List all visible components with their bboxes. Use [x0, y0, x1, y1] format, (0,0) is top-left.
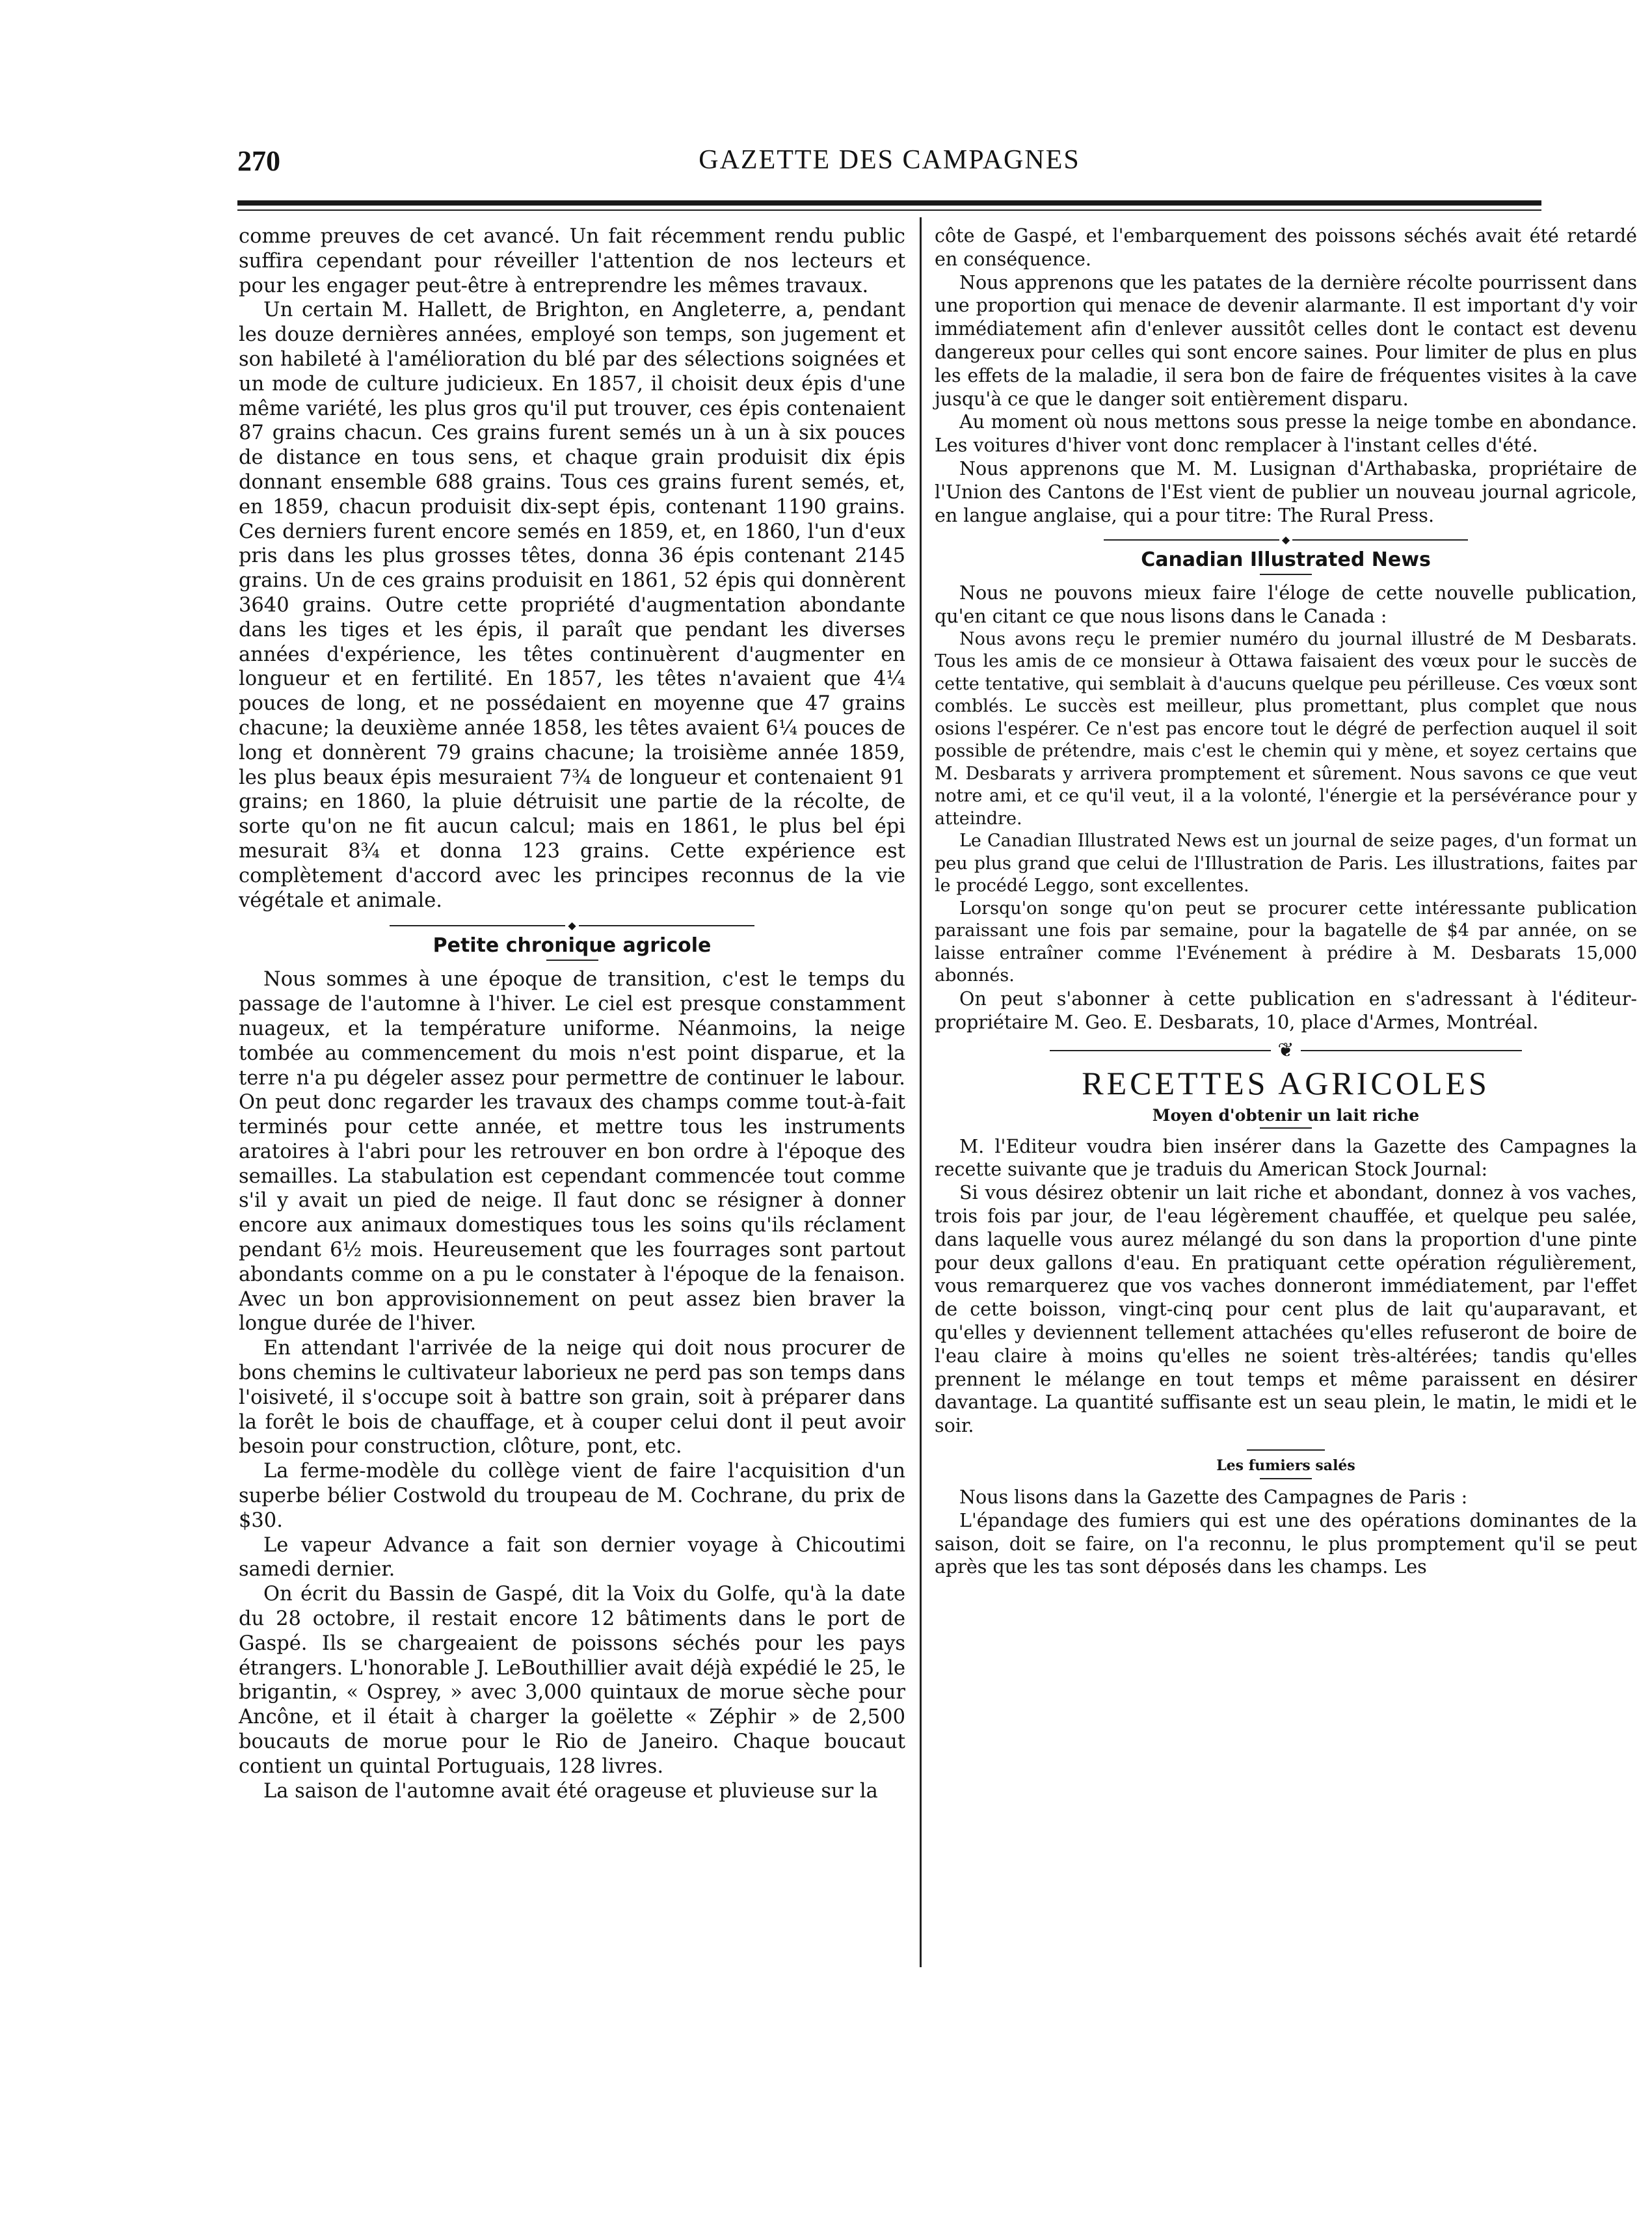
title-underline	[1260, 1478, 1312, 1479]
paragraph: comme preuves de cet avancé. Un fait récemment rendu public suffira cependant pour réveiller l'attention de nos lecteurs et pour les engager peut-être à entreprendre les mêmes travaux.	[239, 225, 905, 297]
paragraph: La saison de l'automne avait été orageuse et pluvieuse sur la	[263, 1779, 878, 1803]
right-column	[935, 224, 1637, 1579]
paragraph: Nous sommes à une époque de transition, c'est le temps du passage de l'automne à l'hiver. Le ciel est presque constamment nuageux, et la température uniforme. Néanmoins, la neige tombée au commencement du mois n'est point disparue, et la terre n'a pu dégeler assez pour permettre de continuer le labour. On peut donc regarder les travaux des champs comme tout-à-fait terminés pour cette année, et mettre tous les instruments aratoires à l'abri pour les retrouver en bon ordre à l'époque des semailles. La stabulation est cependant commencée tout comme s'il y avait un pied de neige. Il faut donc se résigner à donner encore aux animaux domestiques tous les soins qu'ils réclament pendant 6½ mois. Heureusement que les fourrages sont partout abondants comme on a pu le constater à l'époque de la fenaison. Avec un bon approvisionnement on peut assez bien braver la longue durée de l'hiver.	[239, 968, 905, 1336]
section-title-canadian: Canadian Illustrated News	[1141, 548, 1431, 572]
page-header	[237, 144, 1541, 183]
left-column	[239, 224, 905, 1803]
paragraph: Nous avons reçu le premier numéro du journal illustré de M Desbarats. Tous les amis de ce monsieur à Ottawa faisaient des vœux pour le succès de cette tentative, qui semblait à d'aucuns quelque peu périlleuse. Ces vœux sont comblés. Le succès est meilleur, plus promettant, plus complet que nous osions l'espérer. Ce n'est pas encore tout le dégré de perfection auquel il soit possible de prétendre, mais c'est le chemin qui y mène, et soyez certains que M. Desbarats y arrivera promptement et sûrement. Nous savons ce que veut notre ami, et ce qu'il veut, il a la volonté, l'énergie et la persévérance pour y atteindre.	[935, 628, 1637, 829]
paragraph: L'épandage des fumiers qui est une des opérations dominantes de la saison, doit se faire, on l'a reconnu, le plus promptement qu'il se peut après que les tas sont déposés dans les champs. Les	[935, 1509, 1637, 1578]
paragraph: Nous lisons dans la Gazette des Campagnes de Paris :	[959, 1486, 1468, 1508]
title-underline	[546, 960, 598, 961]
article-title-fumiers: Les fumiers salés	[1216, 1457, 1355, 1474]
title-underline	[1260, 1127, 1312, 1129]
paragraph: On écrit du Bassin de Gaspé, dit la Voix du Golfe, qu'à la date du 28 octobre, il restait encore 12 bâtiments dans le port de Gaspé. Ils se chargeaient de poissons séchés pour les pays étrangers. L'honorable J. LeBouthillier avait déjà expédié le 25, le brigantin, « Osprey, » avec 3,000 quintaux de morue sèche pour Ancône, et il était à charger la goëlette « Zéphir » de 2,500 boucauts de morue pour le Rio de Janeiro. Chaque boucaut contient un quintal Portuguais, 128 livres.	[239, 1583, 905, 1778]
section-title-chronique: Petite chronique agricole	[433, 934, 712, 958]
paragraph: Nous apprenons que M. M. Lusignan d'Arthabaska, propriétaire de l'Union des Cantons de l'Est vient de publier un nouveau journal agricole, en langue anglaise, qui a pour titre: The Rural Press.	[935, 457, 1637, 526]
paragraph: Le vapeur Advance a fait son dernier voyage à Chicoutimi samedi dernier.	[239, 1533, 905, 1581]
paragraph: Nous apprenons que les patates de la dernière récolte pourrissent dans une proportion qui menace de devenir alarmante. Il est important d'y voir immédiatement afin d'enlever aussitôt celles dont le contact est devenu dangereux pour celles qui sont encore saines. Pour limiter de plus en plus les effets de la maladie, il sera bon de faire de fréquentes visites à la cave jusqu'à ce que le danger soit entièrement disparu.	[935, 271, 1637, 410]
paragraph: M. l'Editeur voudra bien insérer dans la Gazette des Campagnes la recette suivante que je traduis du American Stock Journal:	[935, 1135, 1637, 1181]
running-title: GAZETTE DES CAMPAGNES	[699, 145, 1080, 175]
column-divider	[920, 217, 922, 1967]
paragraph: Si vous désirez obtenir un lait riche et abondant, donnez à vos vaches, trois fois par jour, de l'eau légèrement chauffée, et quelque peu salée, dans laquelle vous aurez mélangé du son dans la proportion d'une pinte pour deux gallons d'eau. En pratiquant cette opération régulièrement, vous remarquerez que vos vaches donneront immédiatement, par l'effet de cette boisson, vingt-cinq pour cent plus de lait qu'auparavant, et qu'elles y deviennent tellement attachées qu'elles refuseront de boire de l'eau claire à moins qu'elles ne soient très-altérées; tandis qu'elles prennent le mélange en tout temps et même paraissent en désirer davantage. La quantité suffisante est un seau plein, le matin, le midi et le soir.	[935, 1182, 1637, 1437]
header-rule-thin	[237, 209, 1541, 211]
paragraph: Le Canadian Illustrated News est un journal de seize pages, d'un format un peu plus grand que celui de l'Illustration de Paris. Les illustrations, faites par le procédé Leggo, sont excellentes.	[935, 831, 1637, 896]
header-rule-thick	[237, 200, 1541, 206]
article-title-lait: Moyen d'obtenir un lait riche	[1152, 1105, 1420, 1125]
article-separator	[1247, 1449, 1325, 1451]
paragraph: Nous ne pouvons mieux faire l'éloge de cette nouvelle publication, qu'en citant ce que nous lisons dans le Canada :	[935, 582, 1637, 628]
section-divider: ◆	[239, 919, 905, 932]
paragraph: En attendant l'arrivée de la neige qui doit nous procurer de bons chemins le cultivateur laborieux ne perd pas son temps dans l'oisiveté, il s'occupe soit à battre son grain, soit à préparer dans la forêt le bois de chauffage, et à couper celui dont il peut avoir besoin pour construction, clôture, pont, etc.	[239, 1337, 905, 1458]
section-title-recettes: RECETTES AGRICOLES	[1082, 1064, 1490, 1101]
paragraph: Lorsqu'on songe qu'on peut se procurer cette intéressante publication paraissant une fois par semaine, pour la bagatelle de $4 par année, on se laisse entraîner comme l'Evénement à prédire à M. Desbarats 15,000 abonnés.	[935, 898, 1637, 986]
paragraph: Un certain M. Hallett, de Brighton, en Angleterre, a, pendant les douze dernières années, employé son temps, son jugement et son habileté à l'amélioration du blé par des sélections soignées et un mode de culture judicieux. En 1857, il choisit deux épis d'une même variété, les plus gros qu'il put trouver, ces épis contenaient 87 grains chacun. Ces grains furent semés un à un à six pouces de distance en tous sens, et chaque grain produisit dix épis donnant ensemble 688 grains. Tous ces grains furent semés, et, en 1859, chacun produisit dix-sept épis, contenant 1190 grains. Ces derniers furent encore semés en 1859, et, en 1860, l'un d'eux pris dans les plus grosses têtes, donna 36 épis contenant 2145 grains. Un de ces grains produisit en 1861, 52 épis qui donnèrent 3640 grains. Outre cette propriété d'augmentation abondante dans les tiges et les épis, il paraît que pendant les diverses années d'expérience, les têtes continuèrent d'augmenter en longueur et en fertilité. En 1857, les têtes n'avaient que 4¼ pouces de long, et ne possédaient en moyenne que 47 grains chacune; la deuxième année 1858, les têtes avaient 6¼ pouces de long et donnèrent 79 grains chacune; la troisième année 1859, les plus beaux épis mesuraient 7¾ de longueur et contenaient 91 grains; en 1860, la pluie détruisit une partie de la récolte, de sorte qu'on ne fit aucun calcul; mais en 1861, le plus bel épi mesurait 8¾ et donna 123 grains. Cette expérience est complètement d'accord avec les principes reconnus de la vie végétale et animale.	[239, 299, 905, 912]
paragraph: Au moment où nous mettons sous presse la neige tombe en abondance. Les voitures d'hiver vont donc remplacer à l'instant celles d'été.	[935, 411, 1637, 457]
ornament-divider: ❦	[935, 1041, 1637, 1060]
quoted-article	[935, 628, 1637, 988]
paragraph: On peut s'abonner à cette publication en s'adressant à l'éditeur-propriétaire M. Geo. E. Desbarats, 10, place d'Armes, Montréal.	[935, 988, 1637, 1033]
paragraph: côte de Gaspé, et l'embarquement des poissons séchés avait été retardé en conséquence.	[935, 225, 1637, 270]
title-underline	[1260, 574, 1312, 575]
paragraph: La ferme-modèle du collège vient de faire l'acquisition d'un superbe bélier Costwold du troupeau de M. Cochrane, du prix de $30.	[239, 1460, 905, 1532]
section-divider: ◆	[935, 533, 1637, 546]
page-number: 270	[237, 145, 280, 177]
